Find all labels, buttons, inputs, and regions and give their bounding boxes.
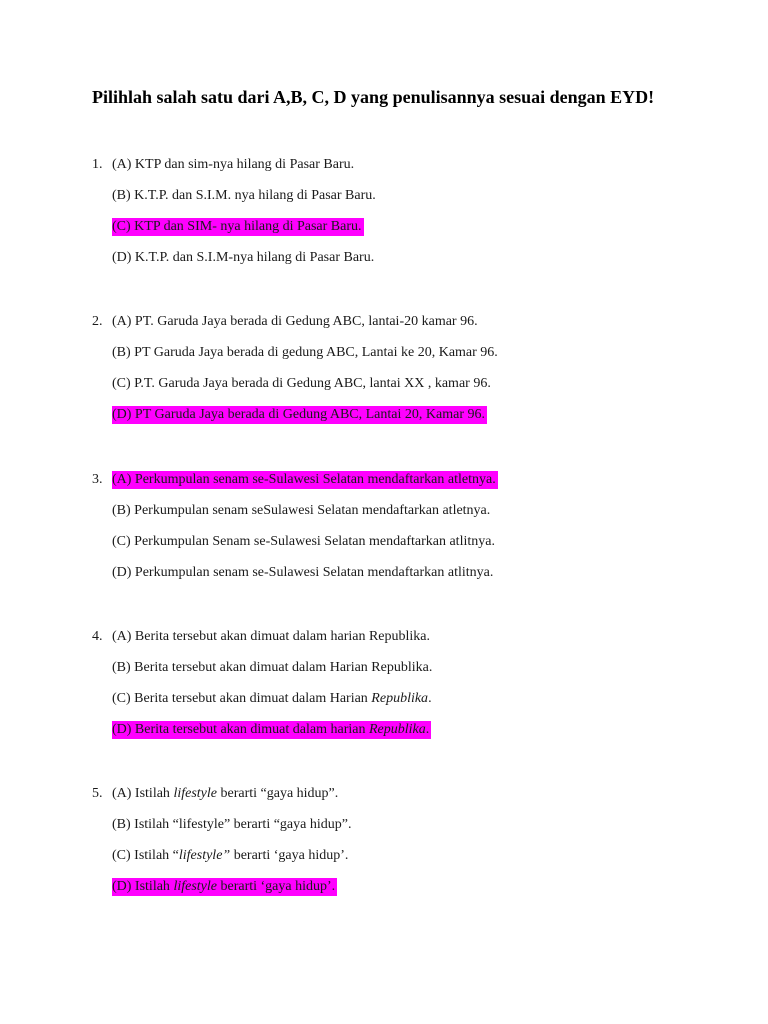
option-text: (A) Istilah bbox=[112, 786, 174, 801]
answer-option bbox=[112, 816, 351, 834]
italic-term: lifestyle” bbox=[178, 848, 231, 863]
answer-option bbox=[112, 156, 354, 174]
option-text: (D) PT Garuda Jaya berada di Gedung ABC, Lantai 20, Kamar 96. bbox=[112, 407, 485, 422]
option-text: (A) PT. Garuda Jaya berada di Gedung ABC, lantai-20 kamar 96. bbox=[112, 314, 478, 329]
answer-option bbox=[112, 628, 430, 646]
answer-option-highlighted bbox=[112, 721, 431, 739]
answer-option bbox=[112, 313, 478, 331]
italic-term: lifestyle bbox=[173, 786, 217, 801]
italic-term: Republika bbox=[368, 722, 426, 737]
option-text: (C) KTP dan SIM- nya hilang di Pasar Baru. bbox=[112, 219, 362, 234]
answer-option bbox=[112, 690, 432, 708]
option-text: (D) Berita tersebut akan dimuat dalam harian bbox=[112, 722, 369, 737]
option-text: berarti “gaya hidup”. bbox=[216, 786, 339, 801]
answer-option bbox=[112, 533, 495, 551]
option-text: (A) Perkumpulan senam se-Sulawesi Selatan mendaftarkan atletnya. bbox=[112, 472, 496, 487]
option-text: (C) Perkumpulan Senam se-Sulawesi Selatan mendaftarkan atlitnya. bbox=[112, 534, 495, 549]
option-text: berarti ‘gaya hidup’. bbox=[230, 848, 349, 863]
option-text: (B) Perkumpulan senam seSulawesi Selatan mendaftarkan atletnya. bbox=[112, 503, 491, 518]
answer-option bbox=[112, 564, 493, 582]
option-text: (B) Istilah “lifestyle” berarti “gaya hidup”. bbox=[112, 817, 352, 832]
answer-option bbox=[112, 187, 376, 205]
option-text: (D) Perkumpulan senam se-Sulawesi Selatan mendaftarkan atlitnya. bbox=[112, 565, 494, 580]
option-text: (B) PT Garuda Jaya berada di gedung ABC, Lantai ke 20, Kamar 96. bbox=[112, 345, 498, 360]
option-text: (A) Berita tersebut akan dimuat dalam harian Republika. bbox=[112, 629, 431, 644]
answer-option-highlighted bbox=[112, 406, 487, 424]
answer-option bbox=[112, 249, 374, 267]
question-number: 1. bbox=[92, 157, 103, 172]
italic-term: Republika bbox=[371, 691, 429, 706]
option-text: (A) KTP dan sim-nya hilang di Pasar Baru. bbox=[112, 157, 355, 172]
answer-option-highlighted bbox=[112, 878, 337, 896]
answer-option-highlighted bbox=[112, 218, 364, 236]
answer-option bbox=[112, 847, 348, 865]
question-number: 2. bbox=[92, 314, 103, 329]
option-text: . bbox=[428, 691, 432, 706]
option-text: (C) Istilah “ bbox=[112, 848, 179, 863]
option-text: (C) P.T. Garuda Jaya berada di Gedung ABC, lantai XX , kamar 96. bbox=[112, 376, 491, 391]
answer-option bbox=[112, 659, 432, 677]
question-number: 5. bbox=[92, 786, 103, 801]
answer-option bbox=[112, 785, 338, 803]
option-text: berarti ‘gaya hidup’. bbox=[216, 879, 336, 894]
italic-term: lifestyle bbox=[173, 879, 217, 894]
option-text: (D) Istilah bbox=[112, 879, 174, 894]
option-text: . bbox=[425, 722, 430, 737]
option-text: (D) K.T.P. dan S.I.M-nya hilang di Pasar Baru. bbox=[112, 250, 375, 265]
answer-option-highlighted bbox=[112, 471, 498, 489]
instruction-heading: Pilihlah salah satu dari A,B, C, D yang penulisannya sesuai dengan EYD! bbox=[92, 87, 655, 107]
answer-option bbox=[112, 344, 498, 362]
option-text: (B) K.T.P. dan S.I.M. nya hilang di Pasar Baru. bbox=[112, 188, 376, 203]
question-number: 3. bbox=[92, 472, 103, 487]
answer-option bbox=[112, 502, 490, 520]
question-number: 4. bbox=[92, 629, 103, 644]
option-text: (B) Berita tersebut akan dimuat dalam Harian Republika. bbox=[112, 660, 433, 675]
answer-option bbox=[112, 375, 491, 393]
option-text: (C) Berita tersebut akan dimuat dalam Harian bbox=[112, 691, 372, 706]
